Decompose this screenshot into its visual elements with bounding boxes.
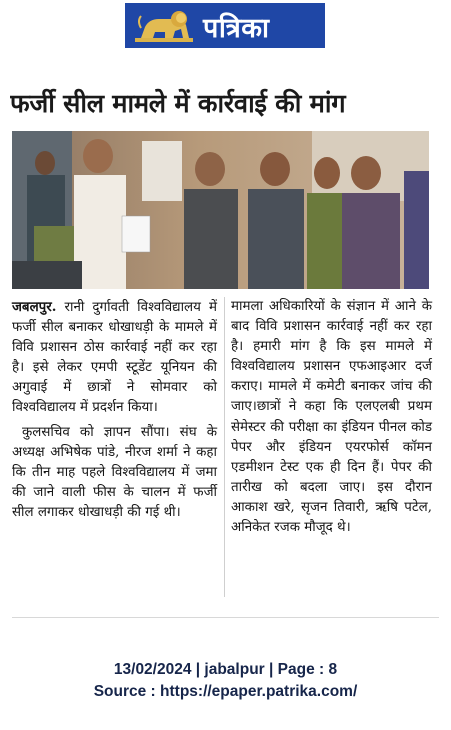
separator-line [12,617,439,618]
article-column-right [231,297,432,538]
source-link[interactable]: Source : https://epaper.patrika.com/ [93,683,358,700]
article-column-left [12,297,217,523]
article-text: रानी दुर्गावती विश्वविद्यालय में फर्जी सील बनाकर धोखाधड़ी के मामले में विवि प्रशासन ठोस कार्रवाई नहीं कर रहा है। इसे लेकर एमपी स्टूडेंट यूनियन की अगुवाई में छात्रों ने सोमवार को विश्वविद्यालय में प्रदर्शन किया। [12,300,217,416]
article-paragraph: कुलसचिव को ज्ञापन सौंपा। संघ के अध्यक्ष अभिषेक पांडे, नीरज शर्मा ने कहा कि तीन माह पहले विश्वविद्यालय में जमा की जाने वाली फीस के चालन में फर्जी सील लगाकर धोखाधड़ी की गई थी। [12,424,217,520]
column-divider [224,297,225,597]
brand-name: पत्रिका [203,13,270,44]
article-paragraph [12,297,217,419]
article-paragraph: मामला अधिकारियों के संज्ञान में आने के बाद विवि प्रशासन कार्रवाई नहीं कर रहा है। हमारी मांग है कि इस मामले में विश्वविद्यालय प्रशासन एफआइआर दर्ज कराए। मामले में कमेटी बनाकर जांच की जाए।छात्रों ने कहा कि एलएलबी प्रथम सेमेस्टर की परीक्षा का इंडियन पीनल कोड पेपर और इंडियन एयरफोर्स कॉमन एडमीशन टेस्ट एक ही दिन हैं। पेपर की तारीख को बदला जाए। इस दौरान आकाश खरे, सृजन तिवारी, ऋषि पटेल, अनिकेत रजक मौजूद थे। [231,299,432,536]
lion-icon [135,7,193,44]
publication-info: 13/02/2024 | jabalpur | Page : 8 [113,661,338,678]
news-photo [12,131,429,289]
photo-illustration [12,131,429,289]
masthead [125,3,325,48]
dateline: जबलपुर. [12,299,57,315]
headline: फर्जी सील मामले में कार्रवाई की मांग [10,89,346,119]
